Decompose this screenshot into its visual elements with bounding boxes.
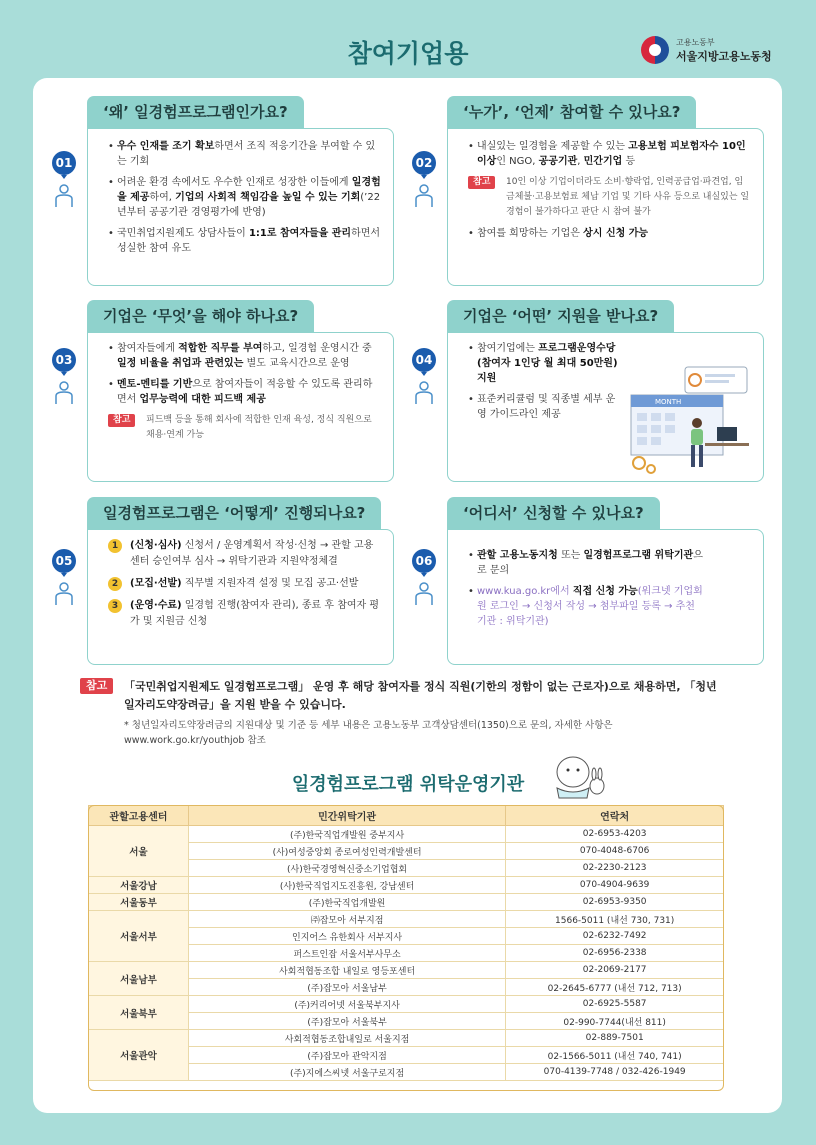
table-row [89, 962, 724, 979]
calendar-month-label: MONTH [655, 398, 682, 406]
step-number-badge: 04 [412, 348, 436, 372]
person-icon [414, 582, 434, 606]
phone-cell: 02-2645-6777 (내선 712, 713) [506, 979, 724, 996]
agency-cell: (사)여성중앙회 종로여성인력개발센터 [188, 843, 505, 860]
logo-office-name: 서울지방고용노동청 [676, 49, 772, 63]
bullet: • 참여기업에는 프로그램운영수당 (참여자 1인당 월 최대 50만원) 지원 [468, 341, 623, 386]
person-icon [54, 184, 74, 208]
ministry-logo [641, 36, 772, 64]
phone-cell: 1566-5011 (내선 730, 731) [506, 911, 724, 928]
process-step: 1 (신청·심사) 신청서 / 운영계획서 작성·신청 → 관할 고용센터 승인여부 심사 → 위탁기관과 지원약정체결 [108, 538, 381, 570]
step-number: 1 [108, 539, 122, 553]
step-number-badge: 02 [412, 151, 436, 175]
card-body [87, 332, 394, 482]
bullet: • 참여자들에게 적합한 직무를 부여하고, 일경험 운영시간 중 일정 비율을 취업과 관련있는 별도 교육시간으로 운영 [108, 341, 381, 371]
table-row [89, 877, 724, 894]
step-number: 3 [108, 599, 122, 613]
agency-cell: 사회적협동조합 내일로 영등포센터 [188, 962, 505, 979]
bullet: • 내실있는 일경험을 제공할 수 있는 고용보험 피보험자수 10인 이상인 NGO, 공공기관, 민간기업 등 [468, 139, 751, 169]
card-where [412, 497, 764, 665]
table-title: 일경험프로그램 위탁운영기관 [291, 774, 525, 795]
agency-cell: (사)한국경영혁신중소기업협회 [188, 860, 505, 877]
center-cell: 서울강남 [89, 877, 189, 894]
center-cell: 서울동부 [89, 894, 189, 911]
phone-cell: 02-6956-2338 [506, 945, 724, 962]
phone-cell: 02-1566-5011 (내선 740, 741) [506, 1047, 724, 1064]
center-cell: 서울북부 [89, 996, 189, 1030]
bullet: • 국민취업지원제도 상담사들이 1:1로 참여자들을 관리하면서 성실한 참여 유도 [108, 226, 381, 256]
card-body [447, 332, 764, 482]
table-row [89, 911, 724, 928]
agency-cell: 사회적협동조합내일로 서울지점 [188, 1030, 505, 1047]
agency-cell: (주)한국직업개발원 [188, 894, 505, 911]
phone-cell: 02-2069-2177 [506, 962, 724, 979]
card-title: ‘누가’, ‘언제’ 참여할 수 있나요? [447, 96, 696, 128]
logo-ministry-name: 고용노동부 [676, 37, 715, 47]
phone-cell: 02-6953-9350 [506, 894, 724, 911]
card-body [87, 128, 394, 286]
card-body [447, 529, 764, 665]
agency-cell: (사)한국직업지도진흥원, 강남센터 [188, 877, 505, 894]
table-row [89, 894, 724, 911]
note-tag: 참고 [108, 414, 135, 427]
center-cell: 서울관악 [89, 1030, 189, 1081]
agency-cell: (주)지에스씨넷 서울구로지점 [188, 1064, 505, 1081]
bullet: • 관할 고용노동지청 또는 일경험프로그램 위탁기관으로 문의 [468, 548, 703, 578]
step-number-badge: 03 [52, 348, 76, 372]
person-icon [54, 582, 74, 606]
process-step: 2 (모집·선발) 직무별 지원자격 설정 및 모집 공고·선발 [108, 576, 381, 592]
phone-cell: 070-4904-9639 [506, 877, 724, 894]
note: 참고 피드백 등을 통해 회사에 적합한 인재 육성, 정식 직원으로 채용·연계 가능 [108, 413, 381, 443]
phone-cell: 070-4048-6706 [506, 843, 724, 860]
bullet: • 우수 인재를 조기 확보하면서 조직 적응기간을 부여할 수 있는 기회 [108, 139, 381, 169]
footnote-main: 「국민취업지원제도 일경험프로그램」 운영 후 해당 참여자를 정식 직원(기한의 정함이 없는 근로자)으로 채용하면, 「청년일자리도약장려금」을 지원 받을 수 있습니다. [124, 680, 717, 711]
step-number-badge: 06 [412, 549, 436, 573]
agency-cell: (주)한국직업개발원 중부지사 [188, 826, 505, 843]
table-row [89, 996, 724, 1013]
card-body [87, 529, 394, 665]
step-number: 2 [108, 577, 122, 591]
agency-table [88, 805, 724, 1081]
footnote-tag: 참고 [80, 678, 113, 694]
process-step: 3 (운영·수료) 일경험 진행(참여자 관리), 종료 후 참여자 평가 및 지원금 신청 [108, 598, 381, 630]
card-who-when [412, 96, 764, 286]
table-header: 민간위탁기관 [188, 806, 505, 826]
card-support [412, 300, 764, 482]
bullet: • www.kua.go.kr에서 직접 신청 가능(워크넷 기업회원 로그인 → 신청서 작성 → 첨부파일 등록 → 추천기관 : 위탁기관) [468, 584, 703, 629]
agency-cell: 인지어스 유한회사 서부지사 [188, 928, 505, 945]
agency-cell: 퍼스트인잡 서울서부사무소 [188, 945, 505, 962]
table-header: 연락처 [506, 806, 724, 826]
card-title: ‘왜’ 일경험프로그램인가요? [87, 96, 304, 128]
page-title: 참여기업용 [347, 39, 469, 68]
step-number-badge: 05 [52, 549, 76, 573]
phone-cell: 02-990-7744(내선 811) [506, 1013, 724, 1030]
card-title: 기업은 ‘무엇’을 해야 하나요? [87, 300, 314, 332]
agency-cell: (주)잡모아 서울남부 [188, 979, 505, 996]
phone-cell: 02-6925-5587 [506, 996, 724, 1013]
note: 참고 10인 이상 기업이더라도 소비·향락업, 인력공급업·파견업, 임금체불·고용보험료 체납 기업 및 기타 사유 등으로 내실있는 일경험이 불가하다고 판단 시 참여 불가 [468, 175, 751, 220]
table-header: 관할고용센터 [89, 806, 189, 826]
office-worker-illustration-icon [625, 365, 755, 477]
footnote-sub: * 청년일자리도약장려금의 지원대상 및 기준 등 세부 내용은 고용노동부 고객상담센터(1350)으로 문의, 자세한 사항은 www.work.go.kr/youthjob 참조 [124, 720, 613, 746]
phone-cell: 02-6232-7492 [506, 928, 724, 945]
table-row [89, 1030, 724, 1047]
phone-cell: 02-2230-2123 [506, 860, 724, 877]
card-body [447, 128, 764, 286]
center-cell: 서울서부 [89, 911, 189, 962]
person-icon [54, 381, 74, 405]
agency-cell: ㈜잡모아 서부지점 [188, 911, 505, 928]
table-row [89, 826, 724, 843]
step-number-badge: 01 [52, 151, 76, 175]
phone-cell: 02-6953-4203 [506, 826, 724, 843]
center-cell: 서울남부 [89, 962, 189, 996]
card-title: 기업은 ‘어떤’ 지원을 받나요? [447, 300, 674, 332]
bullet: • 어려운 환경 속에서도 우수한 인재로 성장한 이들에게 일경험을 제공하여, 기업의 사회적 책임감을 높일 수 있는 기회(’22년부터 공공기관 경영평가에 반영) [108, 175, 381, 220]
agency-cell: (주)잡모아 관악지점 [188, 1047, 505, 1064]
phone-cell: 02-889-7501 [506, 1030, 724, 1047]
person-icon [414, 381, 434, 405]
agency-cell: (주)커리어넷 서울북부지사 [188, 996, 505, 1013]
mascot-character-icon [553, 752, 609, 800]
card-title: ‘어디서’ 신청할 수 있나요? [447, 497, 660, 529]
card-how [52, 497, 394, 665]
note-tag: 참고 [468, 176, 495, 189]
taegeuk-logo-icon [641, 36, 669, 64]
card-why [52, 96, 394, 286]
bullet: • 참여를 희망하는 기업은 상시 신청 가능 [468, 226, 751, 241]
card-what [52, 300, 394, 482]
center-cell: 서울 [89, 826, 189, 877]
card-title: 일경험프로그램은 ‘어떻게’ 진행되나요? [87, 497, 381, 529]
agency-cell: (주)잡모아 서울북부 [188, 1013, 505, 1030]
person-icon [414, 184, 434, 208]
phone-cell: 070-4139-7748 / 032-426-1949 [506, 1064, 724, 1081]
bullet: • 표준커리큘럼 및 직종별 세부 운영 가이드라인 제공 [468, 392, 623, 422]
bullet: • 멘토-멘티를 기반으로 참여자들이 적응할 수 있도록 관리하면서 업무능력에 대한 피드백 제공 [108, 377, 381, 407]
